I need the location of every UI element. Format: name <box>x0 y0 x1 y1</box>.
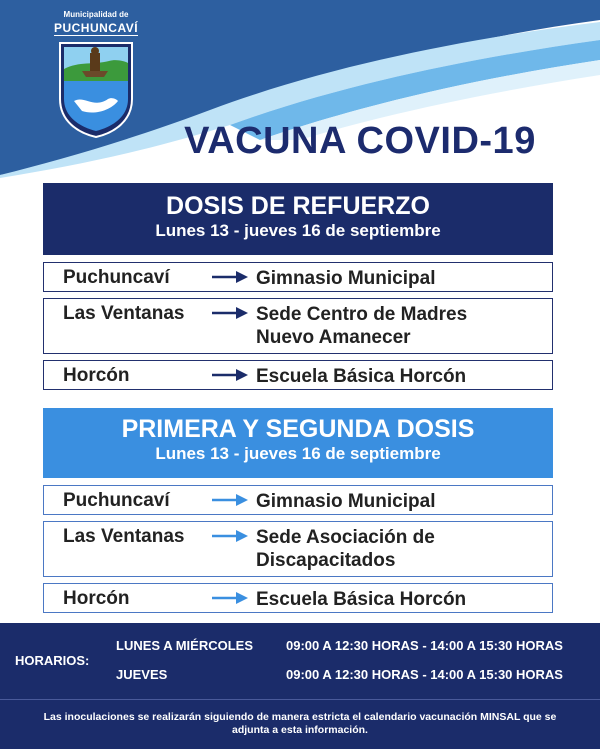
location-site: Escuela Básica Horcón <box>256 366 467 387</box>
arrow-right-icon <box>212 306 248 320</box>
location-place: Horcón <box>63 365 130 386</box>
location-site: Sede Centro de Madres Nuevo Amanecer <box>256 304 468 348</box>
schedule-time-1: 09:00 A 12:30 HORAS - 14:00 A 15:30 HORAS <box>286 638 563 653</box>
location-place: Las Ventanas <box>63 526 185 547</box>
location-place: Horcón <box>63 588 130 609</box>
section-1-locations <box>43 262 553 396</box>
arrow-right-icon <box>212 368 248 382</box>
section-2-heading: PRIMERA Y SEGUNDA DOSIS <box>121 415 475 443</box>
location-site: Escuela Básica Horcón <box>256 589 467 610</box>
location-site: Gimnasio Municipal <box>256 491 436 512</box>
section-1-header <box>43 183 553 255</box>
location-site: Sede Asociación de Discapacitados <box>256 527 435 571</box>
schedule-day-1: LUNES A MIÉRCOLES <box>116 638 253 653</box>
section-2-dates: Lunes 13 - jueves 16 de septiembre <box>155 444 441 463</box>
arrow-right-icon <box>212 270 248 284</box>
section-2-locations <box>43 485 553 619</box>
location-place: Puchuncaví <box>63 267 170 288</box>
section-2-header <box>43 408 553 478</box>
schedule-panel <box>0 623 600 699</box>
schedule-day-2: JUEVES <box>116 667 168 682</box>
arrow-right-icon <box>212 591 248 605</box>
location-row <box>43 583 553 613</box>
location-row <box>43 262 553 292</box>
schedule-time-2: 09:00 A 12:30 HORAS - 14:00 A 15:30 HORAS <box>286 667 563 682</box>
footer-note: Las inoculaciones se realizarán siguiendo de manera estricta el calendario vacunación MINSAL que se adjunta a esta información. <box>43 711 557 736</box>
logo-line-1: Municipalidad de <box>63 10 129 19</box>
location-row <box>43 360 553 390</box>
section-1-heading: DOSIS DE REFUERZO <box>166 192 430 220</box>
page-title: VACUNA COVID-19 <box>184 120 536 162</box>
section-1-dates: Lunes 13 - jueves 16 de septiembre <box>155 221 441 240</box>
location-row <box>43 521 553 577</box>
location-row <box>43 298 553 354</box>
arrow-right-icon <box>212 493 248 507</box>
municipality-logo <box>48 10 144 140</box>
coat-of-arms-icon <box>54 39 138 139</box>
arrow-right-icon <box>212 529 248 543</box>
location-row <box>43 485 553 515</box>
schedule-label: HORARIOS: <box>15 653 90 668</box>
location-site: Gimnasio Municipal <box>256 268 436 289</box>
logo-line-2: PUCHUNCAVÍ <box>53 21 139 35</box>
location-place: Puchuncaví <box>63 490 170 511</box>
footer <box>0 699 600 749</box>
location-place: Las Ventanas <box>63 303 185 324</box>
